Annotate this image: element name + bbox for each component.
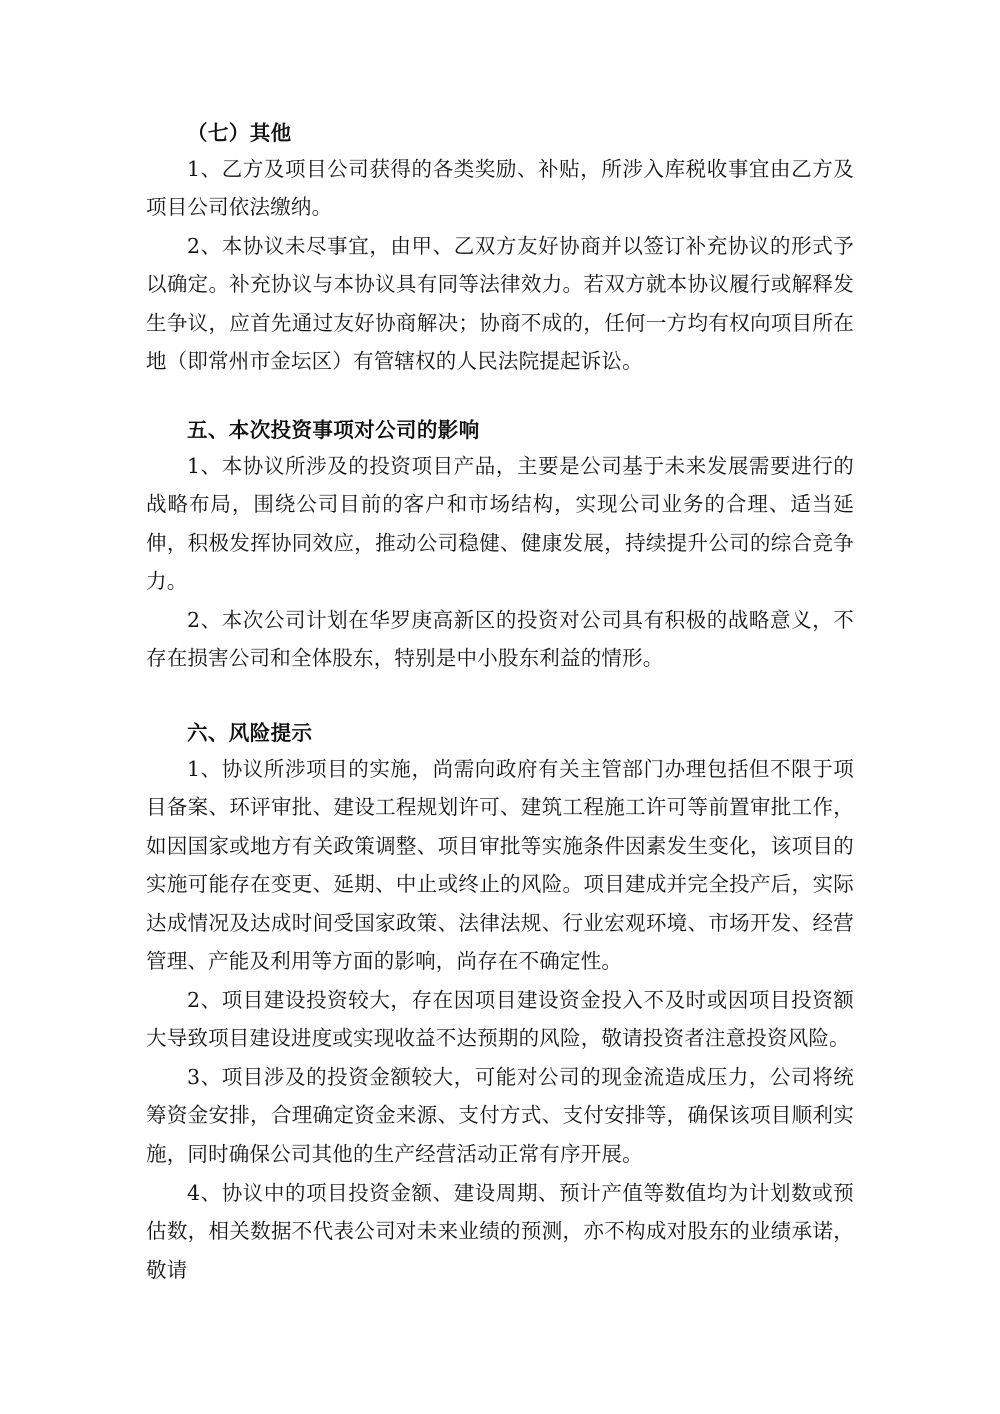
- section-heading-risk: 六、风险提示: [187, 720, 313, 745]
- paragraph-risk-4: 4、协议中的项目投资金额、建设周期、预计产值等数值均为计划数或预估数，相关数据不代表公司对未来业绩的预测，亦不构成对股东的业绩承诺，敬请: [146, 1180, 854, 1282]
- section-heading-other: （七）其他: [187, 121, 292, 145]
- paragraph-risk-2: 2、项目建设投资较大，存在因项目建设资金投入不及时或因项目投资额大导致项目建设进度或实现收益不达预期的风险，敬请投资者注意投资风险。: [146, 987, 854, 1051]
- section-spacer: [146, 381, 854, 415]
- paragraph-risk-3: 3、项目涉及的投资金额较大，可能对公司的现金流造成压力，公司将统筹资金安排，合理确定资金来源、支付方式、支付安排等，确保该项目顺利实施，同时确保公司其他的生产经营活动正常有序开展。: [146, 1064, 854, 1166]
- section-heading-impact: 五、本次投资事项对公司的影响: [187, 417, 480, 442]
- paragraph-impact-2: 2、本次公司计划在华罗庚高新区的投资对公司具有积极的战略意义，不存在损害公司和全体股东，特别是中小股东利益的情形。: [146, 607, 854, 671]
- document-body: [146, 118, 854, 1289]
- paragraph-impact-1: 1、本协议所涉及的投资项目产品，主要是公司基于未来发展需要进行的战略布局，围绕公司目前的客户和市场结构，实现公司业务的合理、适当延伸，积极发挥协同效应，推动公司稳健、健康发展，持续提升公司的综合竞争力。: [146, 453, 854, 594]
- section-spacer: [146, 678, 854, 718]
- paragraph-risk-1: 1、协议所涉项目的实施，尚需向政府有关主管部门办理包括但不限于项目备案、环评审批、建设工程规划许可、建筑工程施工许可等前置审批工作，如因国家或地方有关政策调整、项目审批等实施条件因素发生变化，该项目的实施可能存在变更、延期、中止或终止的风险。项目建成并完全投产后，实际达成情况及达成时间受国家政策、法律法规、行业宏观环境、市场开发、经营管理、产能及利用等方面的影响，尚存在不确定性。: [146, 756, 854, 974]
- paragraph-other-2: 2、本协议未尽事宜，由甲、乙双方友好协商并以签订补充协议的形式予以确定。补充协议与本协议具有同等法律效力。若双方就本协议履行或解释发生争议，应首先通过友好协商解决；协商不成的，任何一方均有权向项目所在地（即常州市金坛区）有管辖权的人民法院提起诉讼。: [146, 233, 854, 374]
- paragraph-other-1: 1、乙方及项目公司获得的各类奖励、补贴，所涉入库税收事宜由乙方及项目公司依法缴纳。: [146, 156, 854, 220]
